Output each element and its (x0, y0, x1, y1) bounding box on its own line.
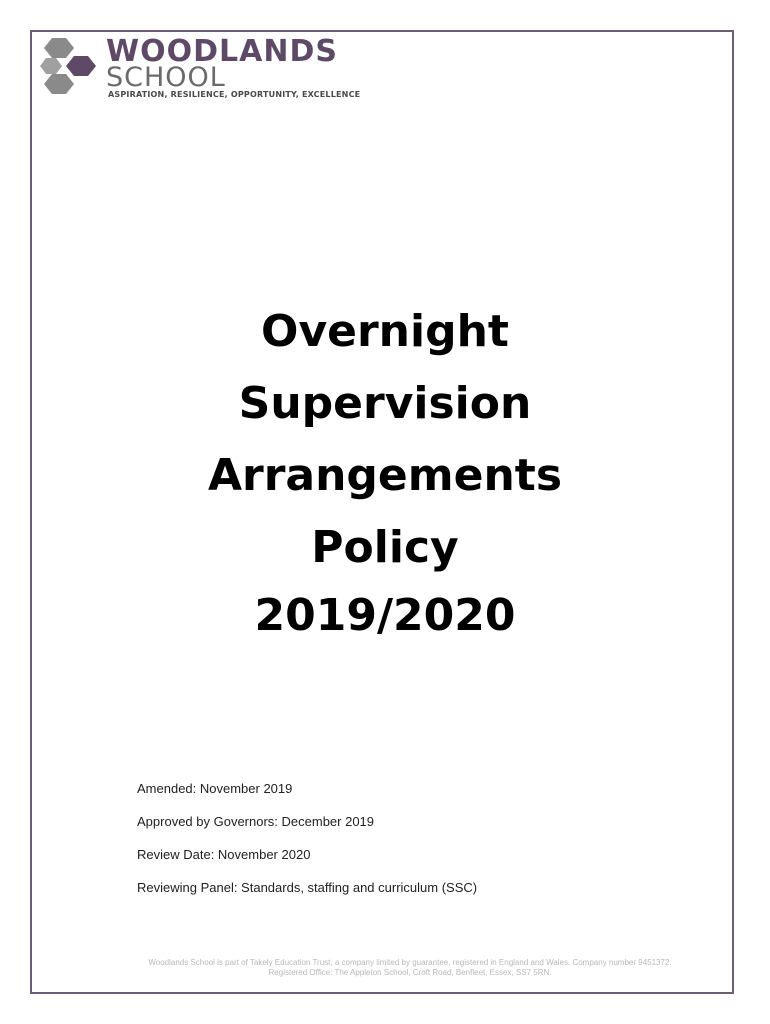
hexagon-logo-icon (40, 36, 106, 100)
hexagon-purple-right (66, 56, 96, 76)
hexagon-grey-bottom (44, 74, 74, 94)
logo-tagline: ASPIRATION, RESILIENCE, OPPORTUNITY, EXCELLENCE (108, 90, 361, 99)
hexagon-grey-mid (40, 58, 62, 74)
document-year: 2019/2020 (254, 590, 516, 641)
hexagon-grey-top (44, 38, 74, 58)
review-date: Review Date: November 2020 (137, 847, 311, 862)
title-line-3: Arrangements (207, 450, 563, 501)
document-title (0, 296, 770, 584)
title-line-2: Supervision (238, 378, 532, 429)
document-meta (137, 780, 477, 912)
school-logo (40, 36, 360, 100)
footer-line-1: Woodlands School is part of Takely Education Trust, a company limited by guarantee, registered in England and Wales. Company number 9451372. (148, 958, 672, 967)
title-line-4: Policy (311, 522, 459, 573)
approved-date: Approved by Governors: December 2019 (137, 814, 375, 829)
footer (140, 958, 680, 978)
logo-name-main: WOODLANDS (106, 34, 338, 69)
logo-name-sub: SCHOOL (106, 62, 226, 93)
title-line-1: Overnight (261, 306, 509, 357)
reviewing-panel: Reviewing Panel: Standards, staffing and curriculum (SSC) (137, 880, 478, 895)
amended-date: Amended: November 2019 (137, 781, 293, 796)
footer-line-2: Registered Office: The Appleton School, Croft Road, Benfleet, Essex, SS7 5RN. (268, 968, 552, 977)
